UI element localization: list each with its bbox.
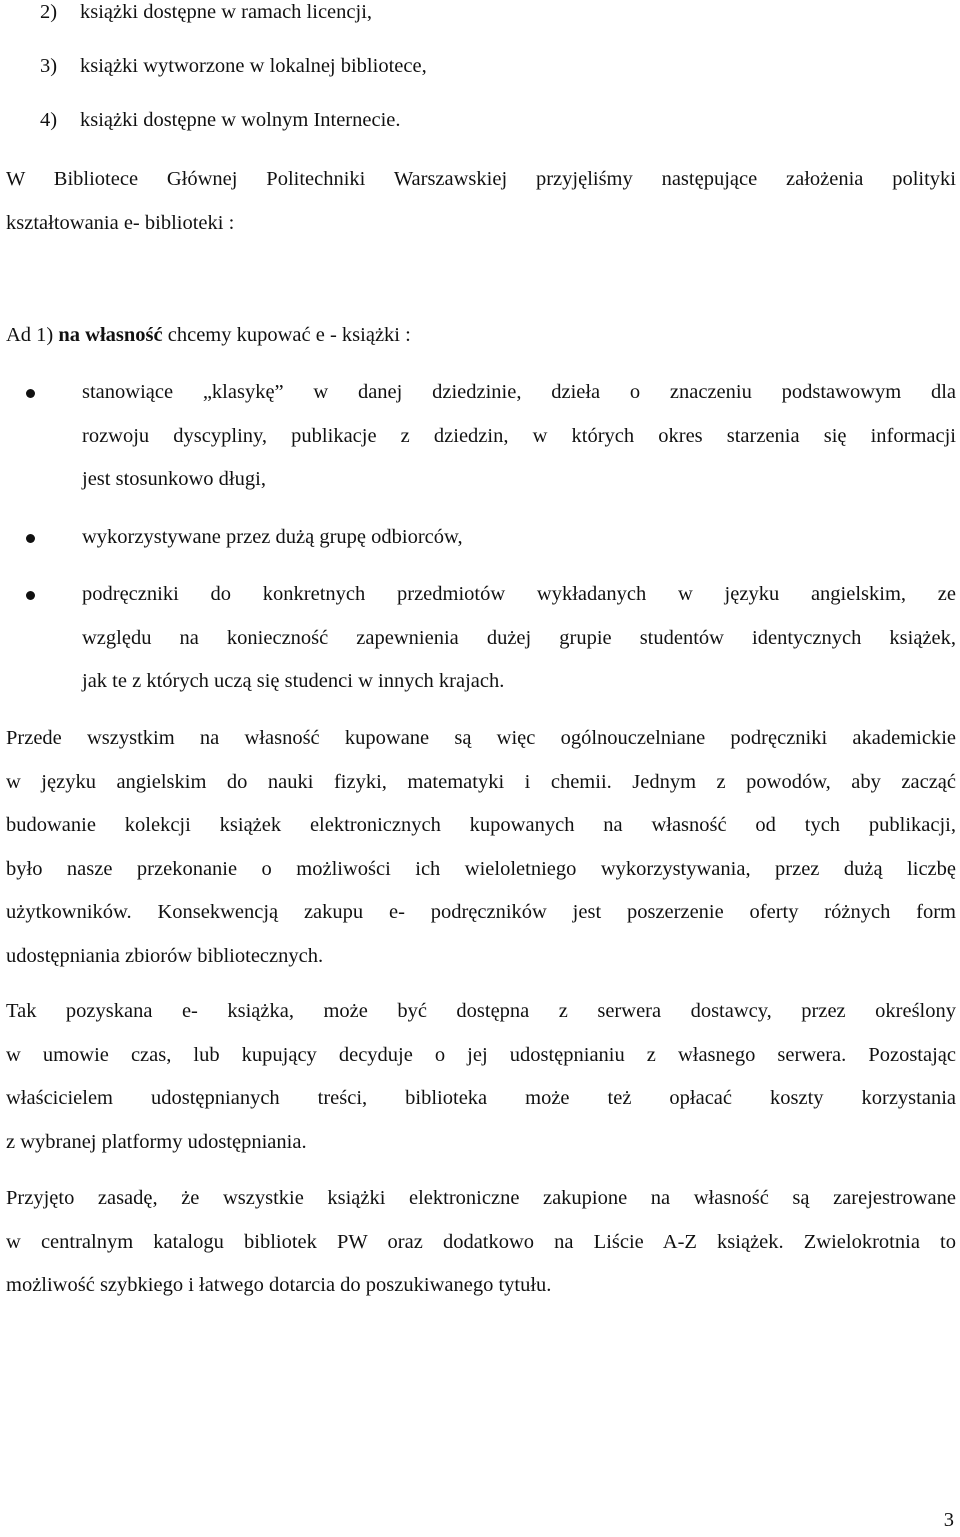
list-item: [40, 0, 427, 44]
paragraph-line: właścicielem udostępnianych treści, biblioteka może też opłacać koszty korzystania: [6, 1087, 956, 1109]
ad1-suffix: chcemy kupować e - książki :: [162, 324, 411, 346]
bullet-list: [6, 371, 956, 718]
paragraph-przyjeto: [6, 1177, 956, 1308]
list-item-number: 3): [40, 55, 58, 77]
bullet-line: jak te z których uczą się studenci w innych krajach.: [82, 670, 505, 692]
list-item: [40, 98, 427, 152]
bullet-line: rozwoju dyscypliny, publikacje z dziedzin, w których okres starzenia się informacji: [82, 424, 956, 447]
bullet-line: stanowiące „klasykę” w danej dziedzinie, dzieła o znaczeniu podstawowym dla: [82, 381, 956, 403]
paragraph-line: z wybranej platformy udostępniania.: [6, 1130, 307, 1153]
paragraph-line: w języku angielskim do nauki fizyki, matematyki i chemii. Jednym z powodów, aby zacząć: [6, 770, 956, 793]
list-item: [40, 44, 427, 98]
paragraph-line: możliwość szybkiego i łatwego dotarcia do poszukiwanego tytułu.: [6, 1274, 552, 1296]
bullet-line: względu na konieczność zapewnienia dużej grupie studentów identycznych książek,: [82, 626, 956, 649]
paragraph-line: w centralnym katalogu bibliotek PW oraz dodatkowo na Liście A-Z książek. Zwielokrotnia to: [6, 1230, 956, 1253]
paragraph-line: kształtowania e- biblioteki :: [6, 211, 235, 234]
paragraph-line: w umowie czas, lub kupujący decyduje o jej udostępnianiu z własnego serwera. Pozostając: [6, 1043, 956, 1066]
bullet-item: [6, 516, 956, 560]
paragraph-line: udostępniania zbiorów bibliotecznych.: [6, 944, 324, 967]
paragraph-tak: [6, 990, 956, 1164]
numbered-list: [40, 0, 427, 152]
bullet-item: [6, 573, 956, 704]
bullet-dot-icon: [26, 534, 35, 543]
bullet-line: wykorzystywane przez dużą grupę odbiorców,: [82, 525, 463, 548]
list-item-text: książki dostępne w ramach licencji,: [80, 1, 373, 23]
bullet-line: podręczniki do konkretnych przedmiotów wykładanych w języku angielskim, ze: [82, 583, 956, 605]
paragraph-line: Przyjęto zasadę, że wszystkie książki elektroniczne zakupione na własność są zarejestrowane: [6, 1187, 956, 1209]
paragraph-line: było nasze przekonanie o możliwości ich wieloletniego wykorzystywania, przez dużą liczbę: [6, 857, 956, 880]
list-item-text: książki wytworzone w lokalnej bibliotece,: [80, 55, 427, 77]
bullet-dot-icon: [26, 591, 35, 600]
bullet-line: jest stosunkowo długi,: [82, 468, 266, 490]
bullet-item: [6, 371, 956, 502]
paragraph-line: budowanie kolekcji książek elektronicznych kupowanych na własność od tych publikacji,: [6, 814, 956, 836]
intro-paragraph: [6, 158, 956, 245]
paragraph-line: użytkowników. Konsekwencją zakupu e- podręczników jest poszerzenie oferty różnych form: [6, 901, 956, 923]
ad1-heading: [6, 314, 956, 358]
paragraph-przede: [6, 717, 956, 978]
list-item-number: 2): [40, 1, 58, 23]
paragraph-line: Przede wszystkim na własność kupowane są więc ogólnouczelniane podręczniki akademickie: [6, 727, 956, 749]
ad1-prefix: Ad 1): [6, 324, 59, 346]
page-number: 3: [943, 1509, 954, 1531]
bullet-dot-icon: [26, 389, 35, 398]
paragraph-line: W Bibliotece Głównej Politechniki Warszawskiej przyjęliśmy następujące założenia polityki: [6, 168, 956, 190]
list-item-text: książki dostępne w wolnym Internecie.: [80, 109, 401, 131]
list-item-number: 4): [40, 109, 58, 131]
paragraph-line: Tak pozyskana e- książka, może być dostępna z serwera dostawcy, przez określony: [6, 1000, 956, 1022]
ad1-bold-term: na własność: [58, 324, 163, 346]
